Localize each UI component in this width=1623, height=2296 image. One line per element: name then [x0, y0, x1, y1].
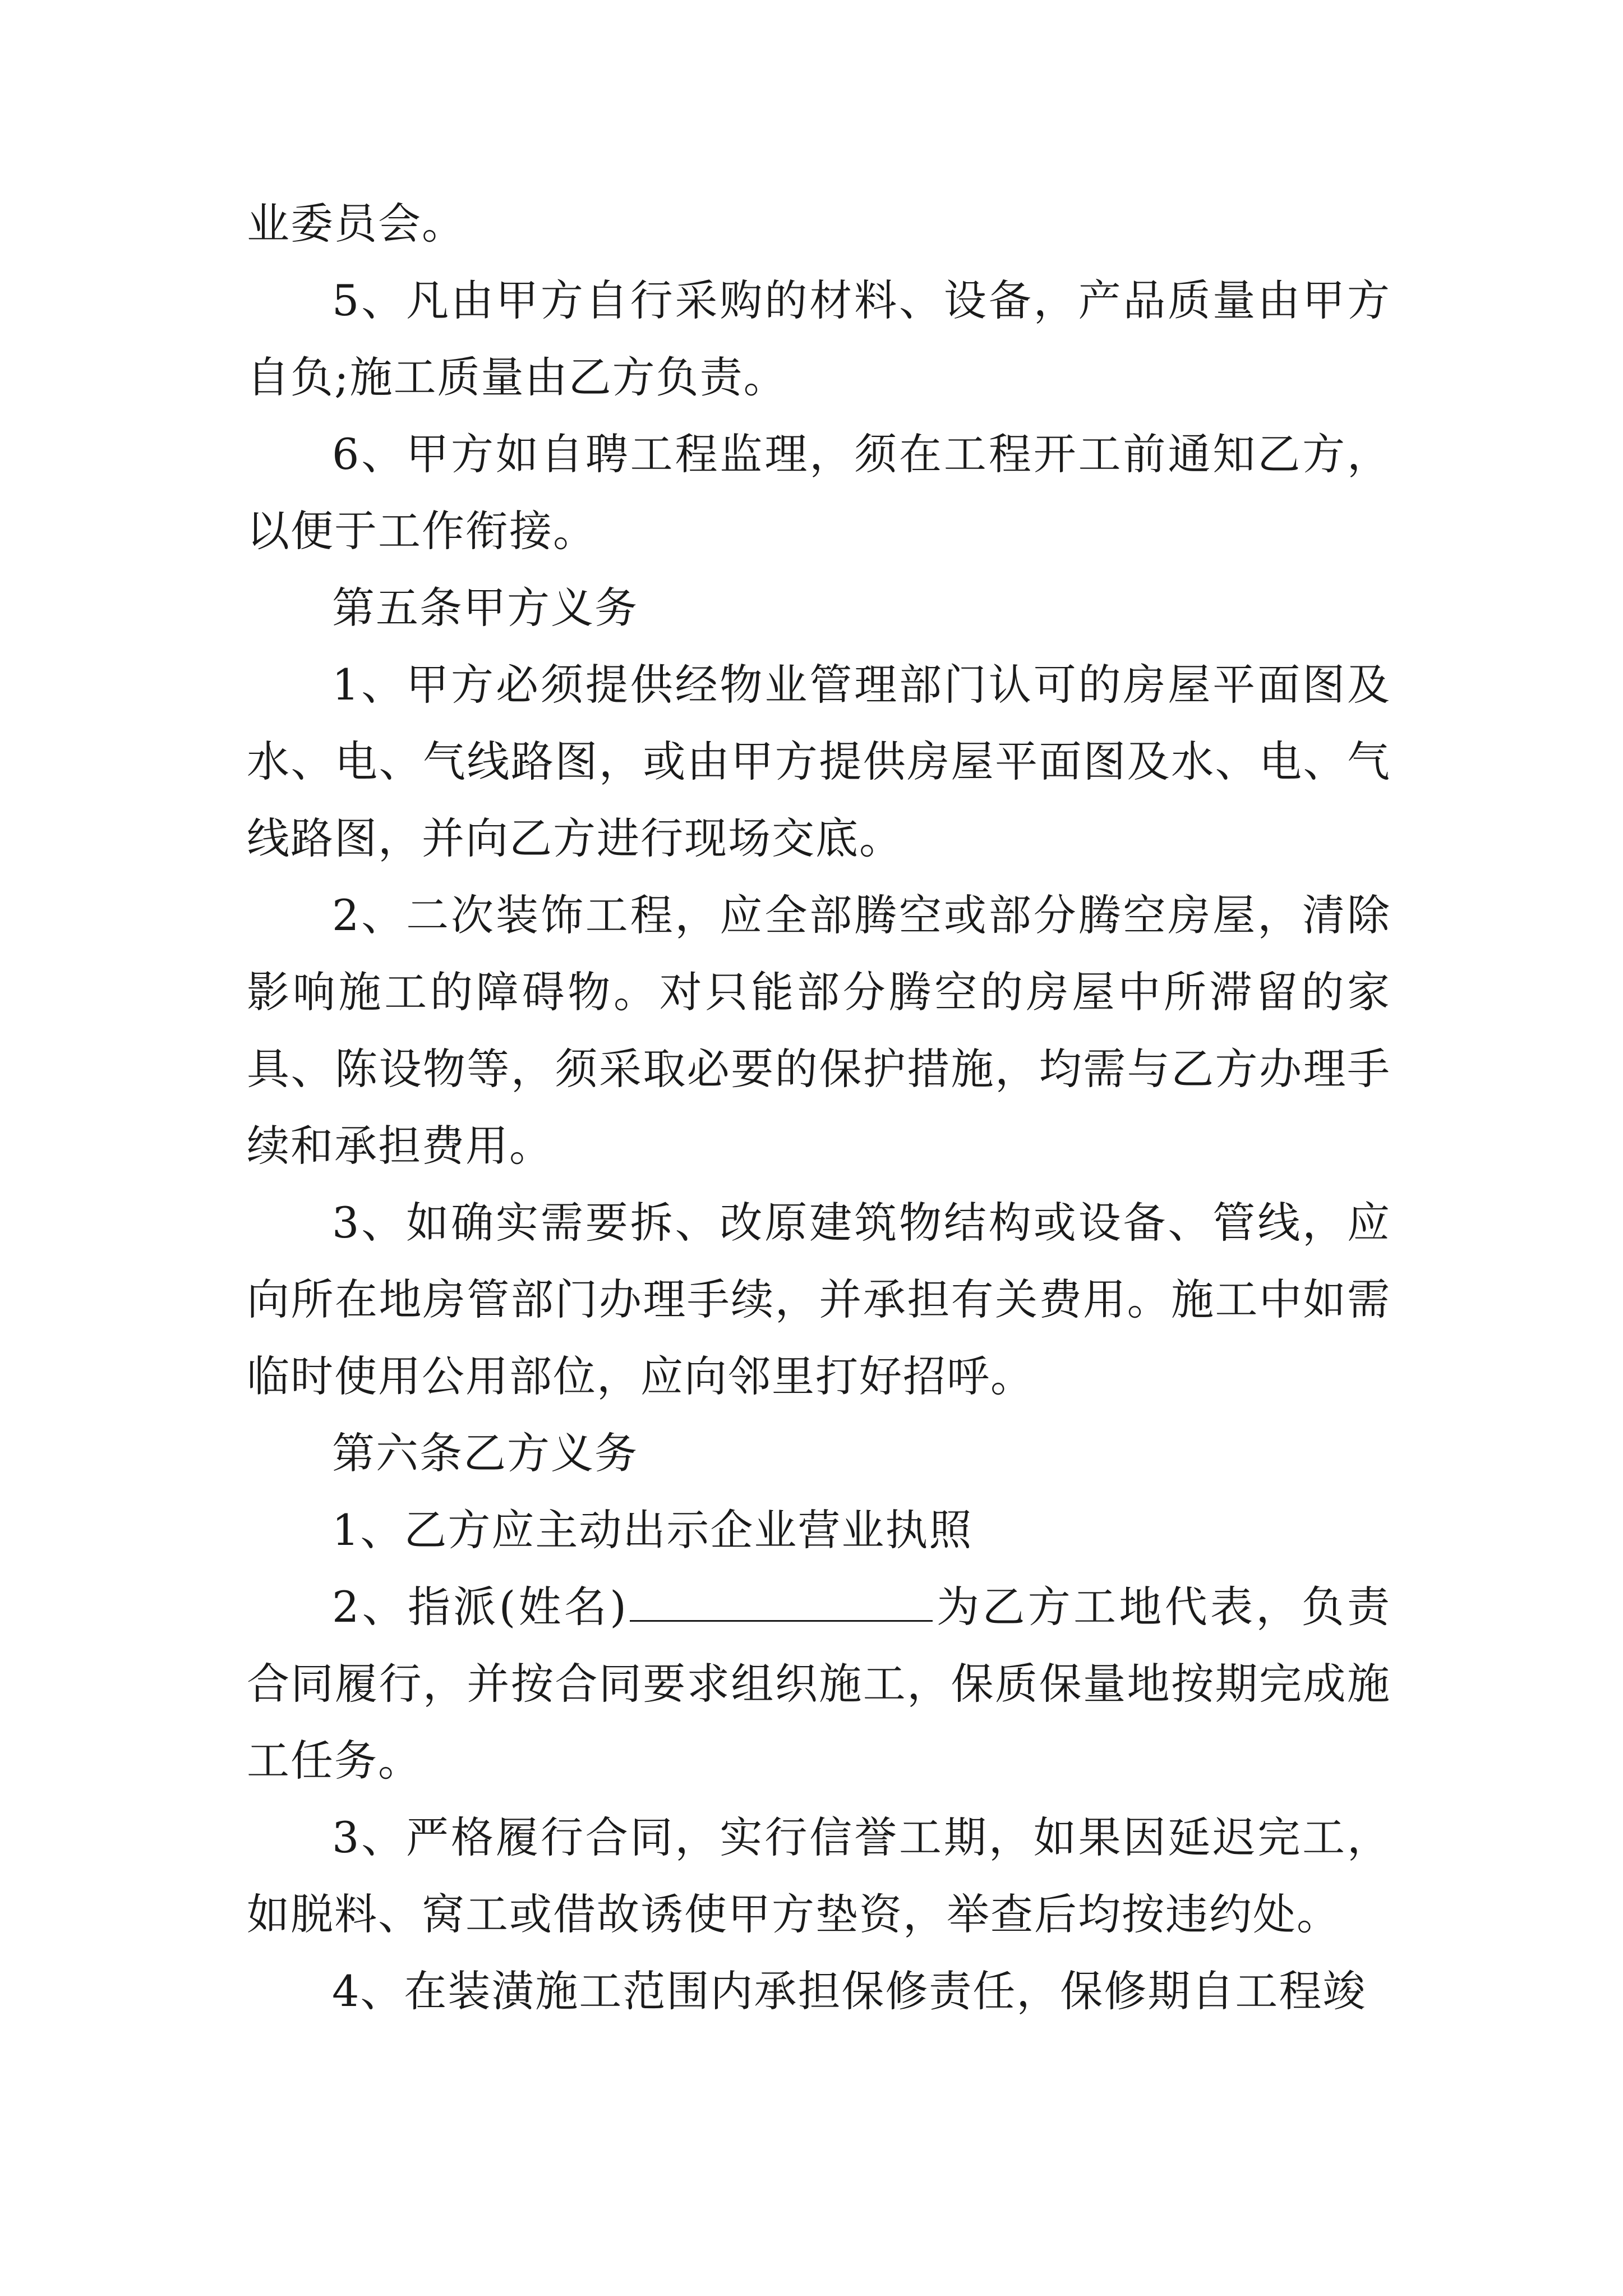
paragraph: 6、甲方如自聘工程监理，须在工程开工前通知乙方，以便于工作衔接。: [247, 429, 1391, 556]
paragraph: 2、二次装饰工程，应全部腾空或部分腾空房屋，清除影响施工的障碍物。对只能部分腾空的房屋中所滞留的家具、陈设物等，须采取必要的保护措施，均需与乙方办理手续和承担费用。: [247, 890, 1391, 1171]
paragraph: 业委员会。: [247, 199, 465, 249]
paragraph: 5、凡由甲方自行采购的材料、设备，产品质量由甲方自负;施工质量由乙方负责。: [247, 275, 1391, 402]
section-heading: 第五条甲方义务: [332, 583, 638, 633]
appoint-text-before: 2、指派(姓名): [332, 1582, 628, 1632]
appoint-text-after: 为乙方工地代表，负责合同履行，并按合同要求组织施工，保质保量地按期完成施工任务。: [247, 1582, 1391, 1786]
paragraph-appoint: [247, 1568, 1391, 1799]
section-heading: 第六条乙方义务: [332, 1428, 638, 1478]
name-blank-line: [630, 1584, 933, 1622]
paragraph: 1、乙方应主动出示企业营业执照: [332, 1505, 973, 1555]
document-body: [247, 185, 1391, 2030]
paragraph: 1、甲方必须提供经物业管理部门认可的房屋平面图及水、电、气线路图，或由甲方提供房屋平面图及水、电、气线路图，并向乙方进行现场交底。: [247, 660, 1391, 863]
paragraph: 4、在装潢施工范围内承担保修责任，保修期自工程竣: [332, 1966, 1367, 2016]
paragraph: 3、如确实需要拆、改原建筑物结构或设备、管线，应向所在地房管部门办理手续，并承担有关费用。施工中如需临时使用公用部位，应向邻里打好招呼。: [247, 1198, 1391, 1401]
paragraph: 3、严格履行合同，实行信誉工期，如果因延迟完工，如脱料、窝工或借故诱使甲方垫资，举查后均按违约处。: [247, 1812, 1391, 1939]
